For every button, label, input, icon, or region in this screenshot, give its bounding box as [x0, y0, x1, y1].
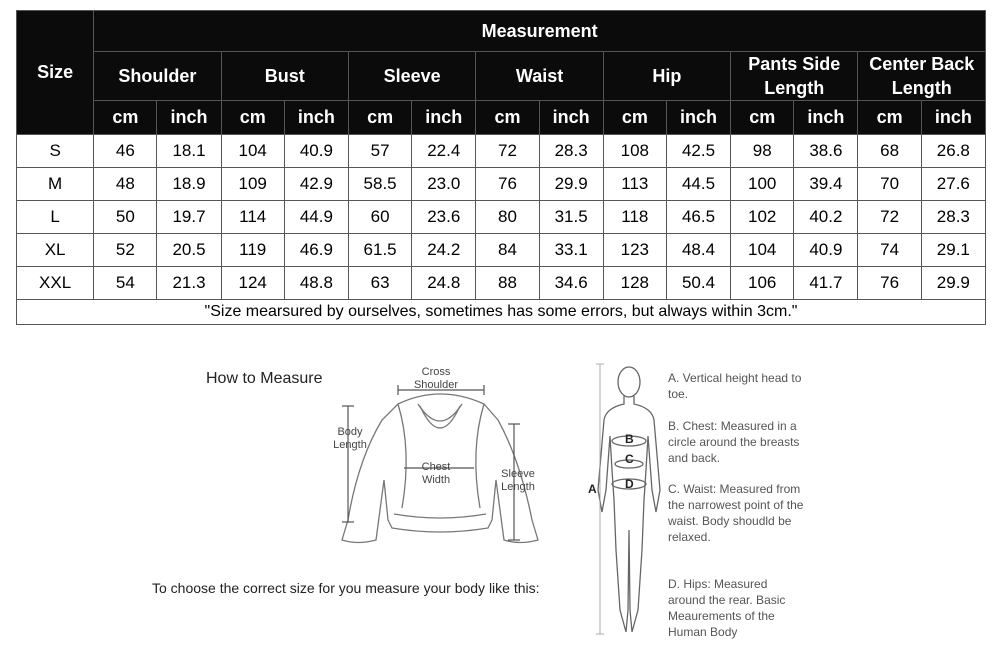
body-letter-a: A: [588, 482, 597, 496]
measurement-cell: 72: [858, 201, 921, 234]
note-waist: C. Waist: Measured from the narrowest point of the waist. Body shoudld be relaxed.: [668, 482, 804, 544]
measurement-cell: 88: [476, 267, 539, 300]
measurement-cell: 24.8: [412, 267, 476, 300]
measurement-cell: 84: [476, 234, 539, 267]
table-row: [17, 168, 986, 201]
body-letter-c: C: [625, 452, 634, 466]
note-vertical-height: A. Vertical height head to toe.: [668, 371, 802, 401]
measurement-cell: 118: [603, 201, 666, 234]
measurement-cell: 46.9: [284, 234, 348, 267]
how-to-measure-title: How to Measure: [206, 370, 323, 387]
measurement-cell: 29.9: [921, 267, 985, 300]
size-cell: XXL: [17, 267, 94, 300]
measurement-cell: 119: [221, 234, 284, 267]
size-header: Size: [17, 11, 94, 135]
measurement-cell: 28.3: [539, 135, 603, 168]
size-cell: S: [17, 135, 94, 168]
cross-shoulder-label: Cross Shoulder: [413, 366, 459, 391]
measurement-cell: 44.9: [284, 201, 348, 234]
column-group-header: Waist: [476, 52, 603, 101]
measurement-cell: 68: [858, 135, 921, 168]
measurement-cell: 23.6: [412, 201, 476, 234]
measurement-cell: 50: [94, 201, 157, 234]
measurement-cell: 18.1: [157, 135, 221, 168]
measurement-cell: 63: [348, 267, 411, 300]
measurement-cell: 19.7: [157, 201, 221, 234]
note-hips: D. Hips: Measured around the rear. Basic Meaurements of the Human Body: [668, 577, 786, 639]
size-chart-table: [16, 10, 986, 325]
measurement-cell: 58.5: [348, 168, 411, 201]
measurement-cell: 44.5: [666, 168, 730, 201]
measurement-cell: 46: [94, 135, 157, 168]
measurement-cell: 24.2: [412, 234, 476, 267]
unit-header: inch: [794, 101, 858, 135]
measurement-cell: 22.4: [412, 135, 476, 168]
measurement-cell: 52: [94, 234, 157, 267]
body-letter-b: B: [625, 432, 634, 446]
measurement-cell: 48.8: [284, 267, 348, 300]
size-note: "Size mearsured by ourselves, sometimes has some errors, but always within 3cm.": [17, 300, 986, 325]
note-chest: B. Chest: Measured in a circle around the breasts and back.: [668, 419, 800, 465]
measurement-cell: 18.9: [157, 168, 221, 201]
measurement-cell: 40.2: [794, 201, 858, 234]
measurement-cell: 21.3: [157, 267, 221, 300]
table-row: [17, 201, 986, 234]
column-group-header: Sleeve: [348, 52, 475, 101]
measurement-cell: 40.9: [284, 135, 348, 168]
unit-header: inch: [284, 101, 348, 135]
measurement-cell: 104: [731, 234, 794, 267]
table-row: [17, 267, 986, 300]
measurement-cell: 54: [94, 267, 157, 300]
measurement-cell: 109: [221, 168, 284, 201]
measurement-cell: 114: [221, 201, 284, 234]
unit-header: cm: [348, 101, 411, 135]
unit-header: cm: [603, 101, 666, 135]
measurement-cell: 28.3: [921, 201, 985, 234]
measurement-cell: 76: [858, 267, 921, 300]
chest-width-label: Chest Width: [421, 461, 451, 486]
measurement-cell: 128: [603, 267, 666, 300]
table-row: [17, 234, 986, 267]
measurement-cell: 20.5: [157, 234, 221, 267]
size-cell: M: [17, 168, 94, 201]
measurement-cell: 72: [476, 135, 539, 168]
size-cell: XL: [17, 234, 94, 267]
unit-header: inch: [412, 101, 476, 135]
measurement-cell: 34.6: [539, 267, 603, 300]
unit-header: cm: [94, 101, 157, 135]
measurement-cell: 42.9: [284, 168, 348, 201]
measurement-cell: 23.0: [412, 168, 476, 201]
measurement-cell: 31.5: [539, 201, 603, 234]
measurement-cell: 26.8: [921, 135, 985, 168]
column-group-header: Pants Side Length: [731, 52, 858, 101]
body-length-label: Body Length: [333, 426, 367, 451]
measurement-cell: 74: [858, 234, 921, 267]
measurement-cell: 41.7: [794, 267, 858, 300]
measurement-cell: 33.1: [539, 234, 603, 267]
measurement-cell: 124: [221, 267, 284, 300]
measurement-cell: 61.5: [348, 234, 411, 267]
measurement-cell: 38.6: [794, 135, 858, 168]
table-row: [17, 135, 986, 168]
measurement-cell: 98: [731, 135, 794, 168]
unit-header: inch: [539, 101, 603, 135]
choose-size-instruction: To choose the correct size for you measure your body like this:: [152, 580, 540, 596]
measure-guide: [0, 340, 1000, 664]
measurement-cell: 70: [858, 168, 921, 201]
measurement-cell: 60: [348, 201, 411, 234]
column-group-header: Hip: [603, 52, 730, 101]
measurement-cell: 42.5: [666, 135, 730, 168]
body-letter-d: D: [625, 477, 634, 491]
unit-header: inch: [157, 101, 221, 135]
unit-header: cm: [858, 101, 921, 135]
measurement-header: Measurement: [94, 11, 986, 52]
column-group-header: Center Back Length: [858, 52, 986, 101]
column-group-header: Bust: [221, 52, 348, 101]
measurement-cell: 48.4: [666, 234, 730, 267]
guide-illustration: [0, 340, 1000, 664]
measurement-cell: 46.5: [666, 201, 730, 234]
sleeve-length-label: Sleeve Length: [501, 468, 535, 493]
measurement-cell: 102: [731, 201, 794, 234]
measurement-cell: 39.4: [794, 168, 858, 201]
measurement-cell: 57: [348, 135, 411, 168]
body-figure: [596, 364, 660, 634]
size-cell: L: [17, 201, 94, 234]
measurement-cell: 27.6: [921, 168, 985, 201]
measurement-cell: 113: [603, 168, 666, 201]
column-group-header: Shoulder: [94, 52, 221, 101]
measurement-cell: 48: [94, 168, 157, 201]
measurement-cell: 108: [603, 135, 666, 168]
measurement-cell: 76: [476, 168, 539, 201]
unit-header: inch: [921, 101, 985, 135]
measurement-cell: 123: [603, 234, 666, 267]
measurement-cell: 40.9: [794, 234, 858, 267]
measurement-cell: 106: [731, 267, 794, 300]
measurement-cell: 50.4: [666, 267, 730, 300]
unit-header: cm: [221, 101, 284, 135]
measurement-cell: 29.9: [539, 168, 603, 201]
measurement-cell: 29.1: [921, 234, 985, 267]
unit-header: cm: [731, 101, 794, 135]
unit-header: cm: [476, 101, 539, 135]
measurement-cell: 104: [221, 135, 284, 168]
measurement-cell: 80: [476, 201, 539, 234]
measurement-cell: 100: [731, 168, 794, 201]
unit-header: inch: [666, 101, 730, 135]
